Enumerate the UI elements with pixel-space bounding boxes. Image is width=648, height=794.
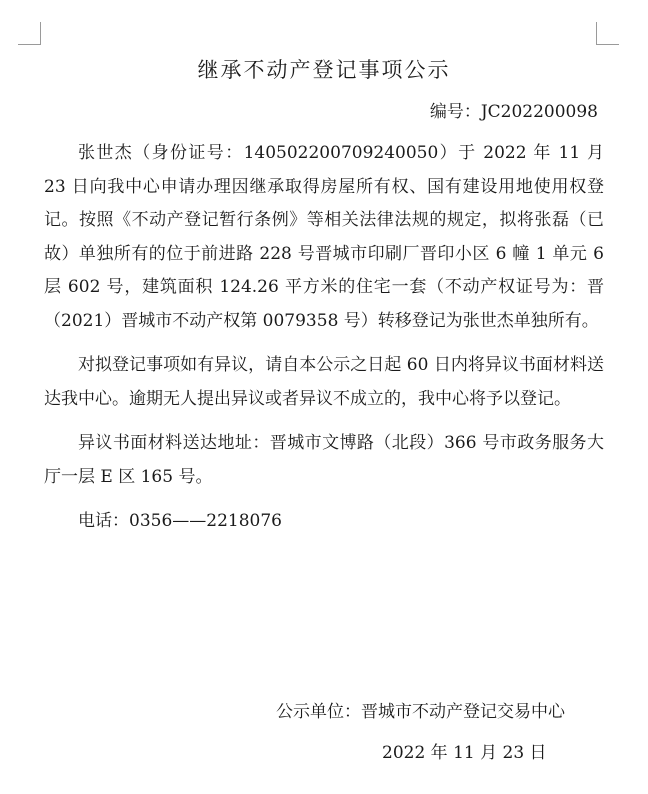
paragraph-applicant: 张世杰（身份证号：140502200709240050）于 2022 年 11 月 23 日向我中心申请办理因继承取得房屋所有权、国有建设用地使用权登记。按照《不动产登记暂行条例》等相关法律法规的规定，拟将张磊（已故）单独所有的位于前进路 228 号晋城市印刷厂晋印小区 6 幢 1 单元 6 层 602 号，建筑面积 124.26 平方米的住宅一套（不动产权证号为：晋（2021）晋城市不动产权第 0079358 号）转移登记为张世杰单独所有。 [44,143,604,331]
document-number: 编号：JC202200098 [429,102,598,122]
paragraph-objection: 对拟登记事项如有异议，请自本公示之日起 60 日内将异议书面材料送达我中心。逾期无人提出异议或者异议不成立的，我中心将予以登记。 [44,355,604,409]
document-body [44,137,604,550]
page-corner-mark-top-left [18,22,41,45]
paragraph-phone: 电话：0356——2218076 [78,511,282,531]
publish-date: 2022 年 11 月 23 日 [382,743,547,763]
page-corner-mark-top-right [596,22,619,45]
document-title: 继承不动产登记事项公示 [197,58,451,82]
paragraph-address: 异议书面材料送达地址：晋城市文博路（北段）366 号市政务服务大厅一层 E 区 165 号。 [44,433,604,487]
publisher-signature: 公示单位：晋城市不动产登记交易中心 [276,702,565,722]
